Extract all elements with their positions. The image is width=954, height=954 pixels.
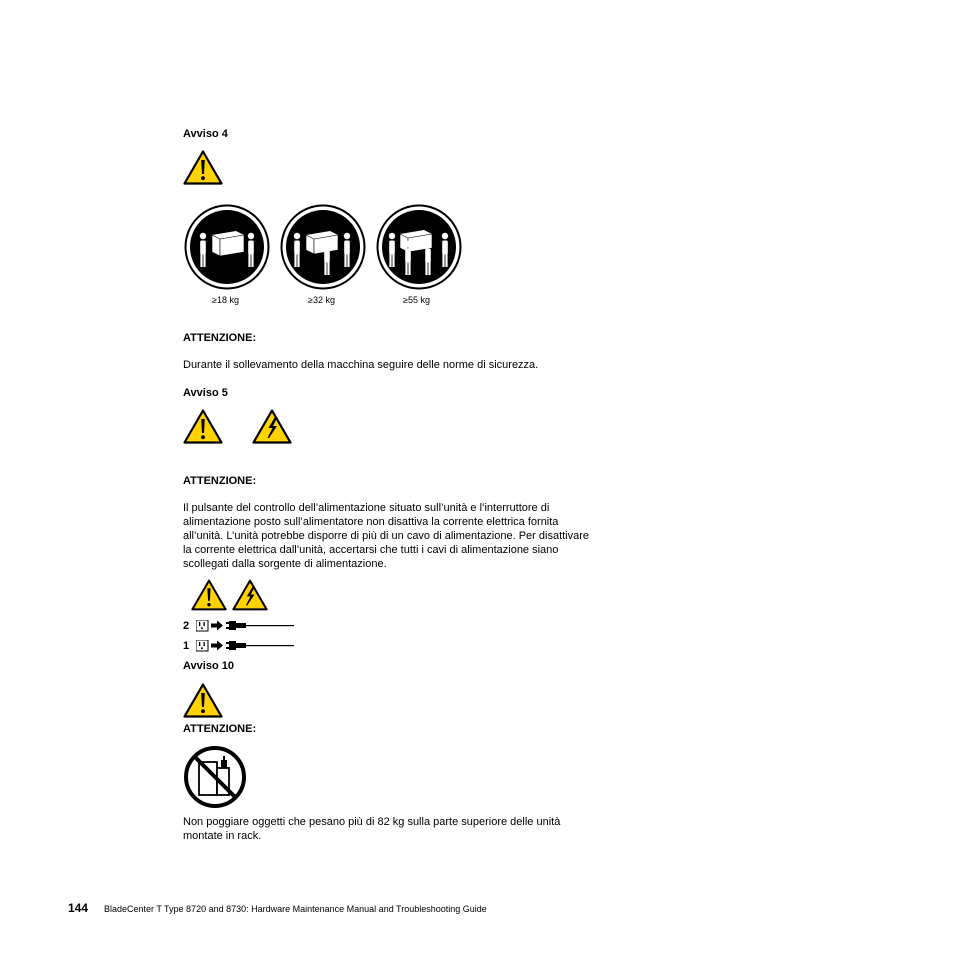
weight-label-55: ≥55 kg bbox=[403, 295, 430, 305]
text-line: Il pulsante del controllo dell’alimentazione situato sull’unità e l’interruttore di bbox=[183, 502, 550, 514]
power-cord-icon bbox=[196, 620, 296, 632]
four-person-lift-icon bbox=[376, 204, 462, 290]
electrical-hazard-icon bbox=[252, 409, 292, 444]
notice5-caution: ATTENZIONE: bbox=[183, 475, 257, 487]
text-line: la corrente elettrica dall’unità, accertarsi che tutti i cavi di alimentazione siano bbox=[183, 544, 559, 556]
cord-label-1: 1 bbox=[183, 640, 190, 652]
page-number: 144 bbox=[68, 901, 89, 915]
weight-label-32: ≥32 kg bbox=[308, 295, 335, 305]
footer-title: BladeCenter T Type 8720 and 8730: Hardware Maintenance Manual and Troubleshooting Guide bbox=[104, 904, 487, 914]
warning-triangle-icon bbox=[183, 150, 223, 185]
text-line: Non poggiare oggetti che pesano più di 82 kg sulla parte superiore delle unità bbox=[183, 816, 561, 828]
notice10-text bbox=[183, 815, 560, 843]
text-line: montate in rack. bbox=[183, 830, 262, 842]
warning-triangle-icon bbox=[183, 409, 223, 444]
cord-label-2: 2 bbox=[183, 620, 190, 632]
weight-label-18: ≥18 kg bbox=[212, 295, 239, 305]
notice10-caution: ATTENZIONE: bbox=[183, 723, 257, 735]
text-line: all’unità. L’unità potrebbe disporre di più di un cavo di alimentazione. Per disattivare bbox=[183, 530, 590, 542]
two-person-lift-icon bbox=[184, 204, 270, 290]
notice4-text: Durante il sollevamento della macchina seguire delle norme di sicurezza. bbox=[183, 359, 539, 371]
warning-triangle-icon bbox=[183, 683, 223, 718]
warning-triangle-icon bbox=[191, 579, 227, 611]
text-line: scollegati dalla sorgente di alimentazione. bbox=[183, 558, 387, 570]
notice10-heading: Avviso 10 bbox=[183, 660, 234, 672]
no-weight-on-rack-icon bbox=[183, 745, 247, 809]
notice5-text bbox=[183, 501, 589, 571]
text-line: alimentazione posto sull’alimentatore non disattiva la corrente elettrica fornita bbox=[183, 516, 559, 528]
electrical-hazard-icon bbox=[232, 579, 268, 611]
three-person-lift-icon bbox=[280, 204, 366, 290]
power-cord-icon bbox=[196, 640, 296, 652]
notice4-caution: ATTENZIONE: bbox=[183, 332, 257, 344]
notice4-heading: Avviso 4 bbox=[183, 128, 228, 140]
notice5-heading: Avviso 5 bbox=[183, 387, 228, 399]
